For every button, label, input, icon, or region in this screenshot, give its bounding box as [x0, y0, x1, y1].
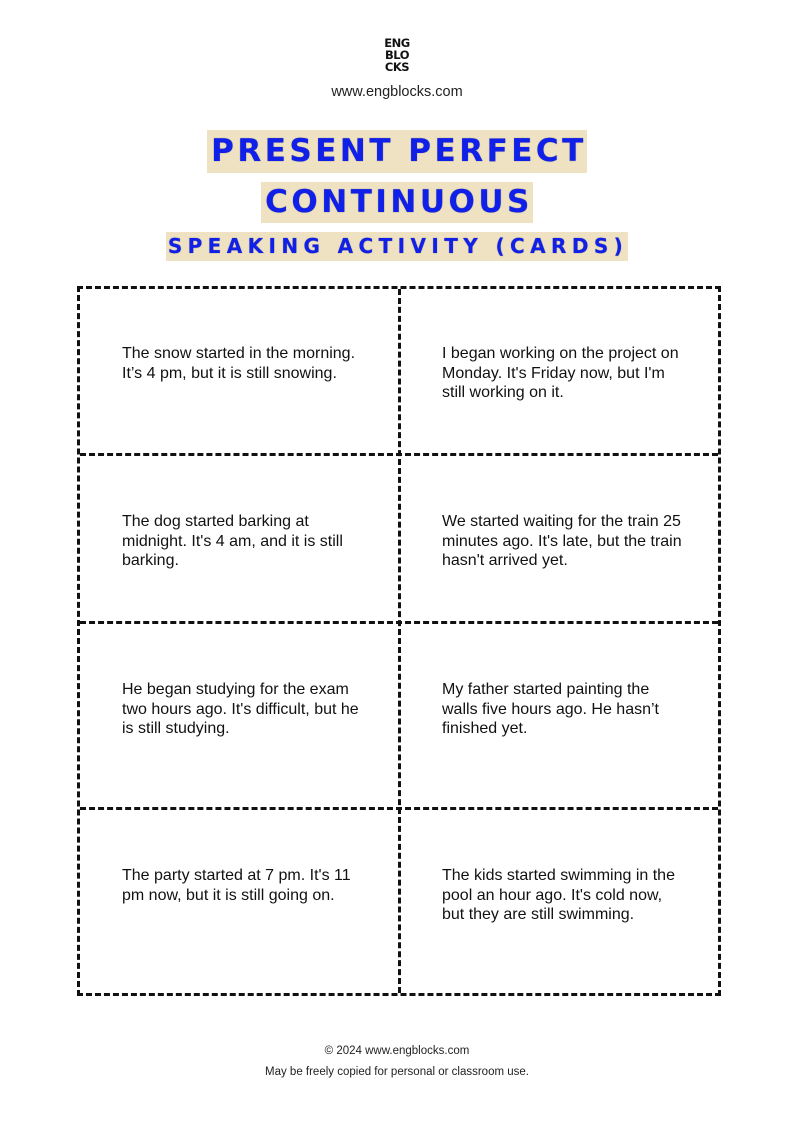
engblocks-logo: [0, 37, 794, 73]
title-line-1-row: [0, 130, 794, 173]
card: [400, 457, 718, 621]
title-line-2-row: [0, 182, 794, 223]
cut-line-horizontal: [80, 453, 718, 456]
card-grid: [77, 286, 721, 996]
logo-line: CKS: [384, 60, 410, 74]
footer-note: May be freely copied for personal or classroom use.: [265, 1066, 529, 1078]
title-line-1: PRESENT PERFECT: [207, 130, 587, 173]
card-text: The party started at 7 pm. It's 11 pm now, but it is still going on.: [122, 867, 351, 904]
subtitle-row: [0, 232, 794, 261]
card-text: He began studying for the exam two hours ago. It's difficult, but he is still studying.: [122, 681, 359, 737]
card: [80, 625, 398, 807]
card-text: My father started painting the walls five hours ago. He hasn’t finished yet.: [442, 681, 659, 737]
card: [400, 289, 718, 453]
cut-line-horizontal: [80, 621, 718, 624]
site-url: www.engblocks.com: [331, 84, 463, 100]
card-text: We started waiting for the train 25 minutes ago. It's late, but the train hasn't arrived yet.: [442, 513, 682, 569]
card-text: I began working on the project on Monday. It's Friday now, but I'm still working on it.: [442, 345, 679, 401]
card: [80, 289, 398, 453]
cut-line-horizontal: [80, 807, 718, 810]
logo-line: ENG: [384, 36, 410, 50]
card: [400, 625, 718, 807]
footer-copyright: © 2024 www.engblocks.com: [324, 1045, 470, 1057]
logo-line: BLO: [385, 48, 409, 62]
card-text: The dog started barking at midnight. It's 4 am, and it is still barking.: [122, 513, 343, 569]
card-text: The kids started swimming in the pool an hour ago. It's cold now, but they are still swimming.: [442, 867, 675, 923]
card: [80, 457, 398, 621]
title-line-2: CONTINUOUS: [261, 182, 533, 223]
card: [80, 811, 398, 993]
subtitle: SPEAKING ACTIVITY (CARDS): [166, 232, 628, 261]
card-text: The snow started in the morning. It’s 4 pm, but it is still snowing.: [122, 345, 356, 382]
card: [400, 811, 718, 993]
